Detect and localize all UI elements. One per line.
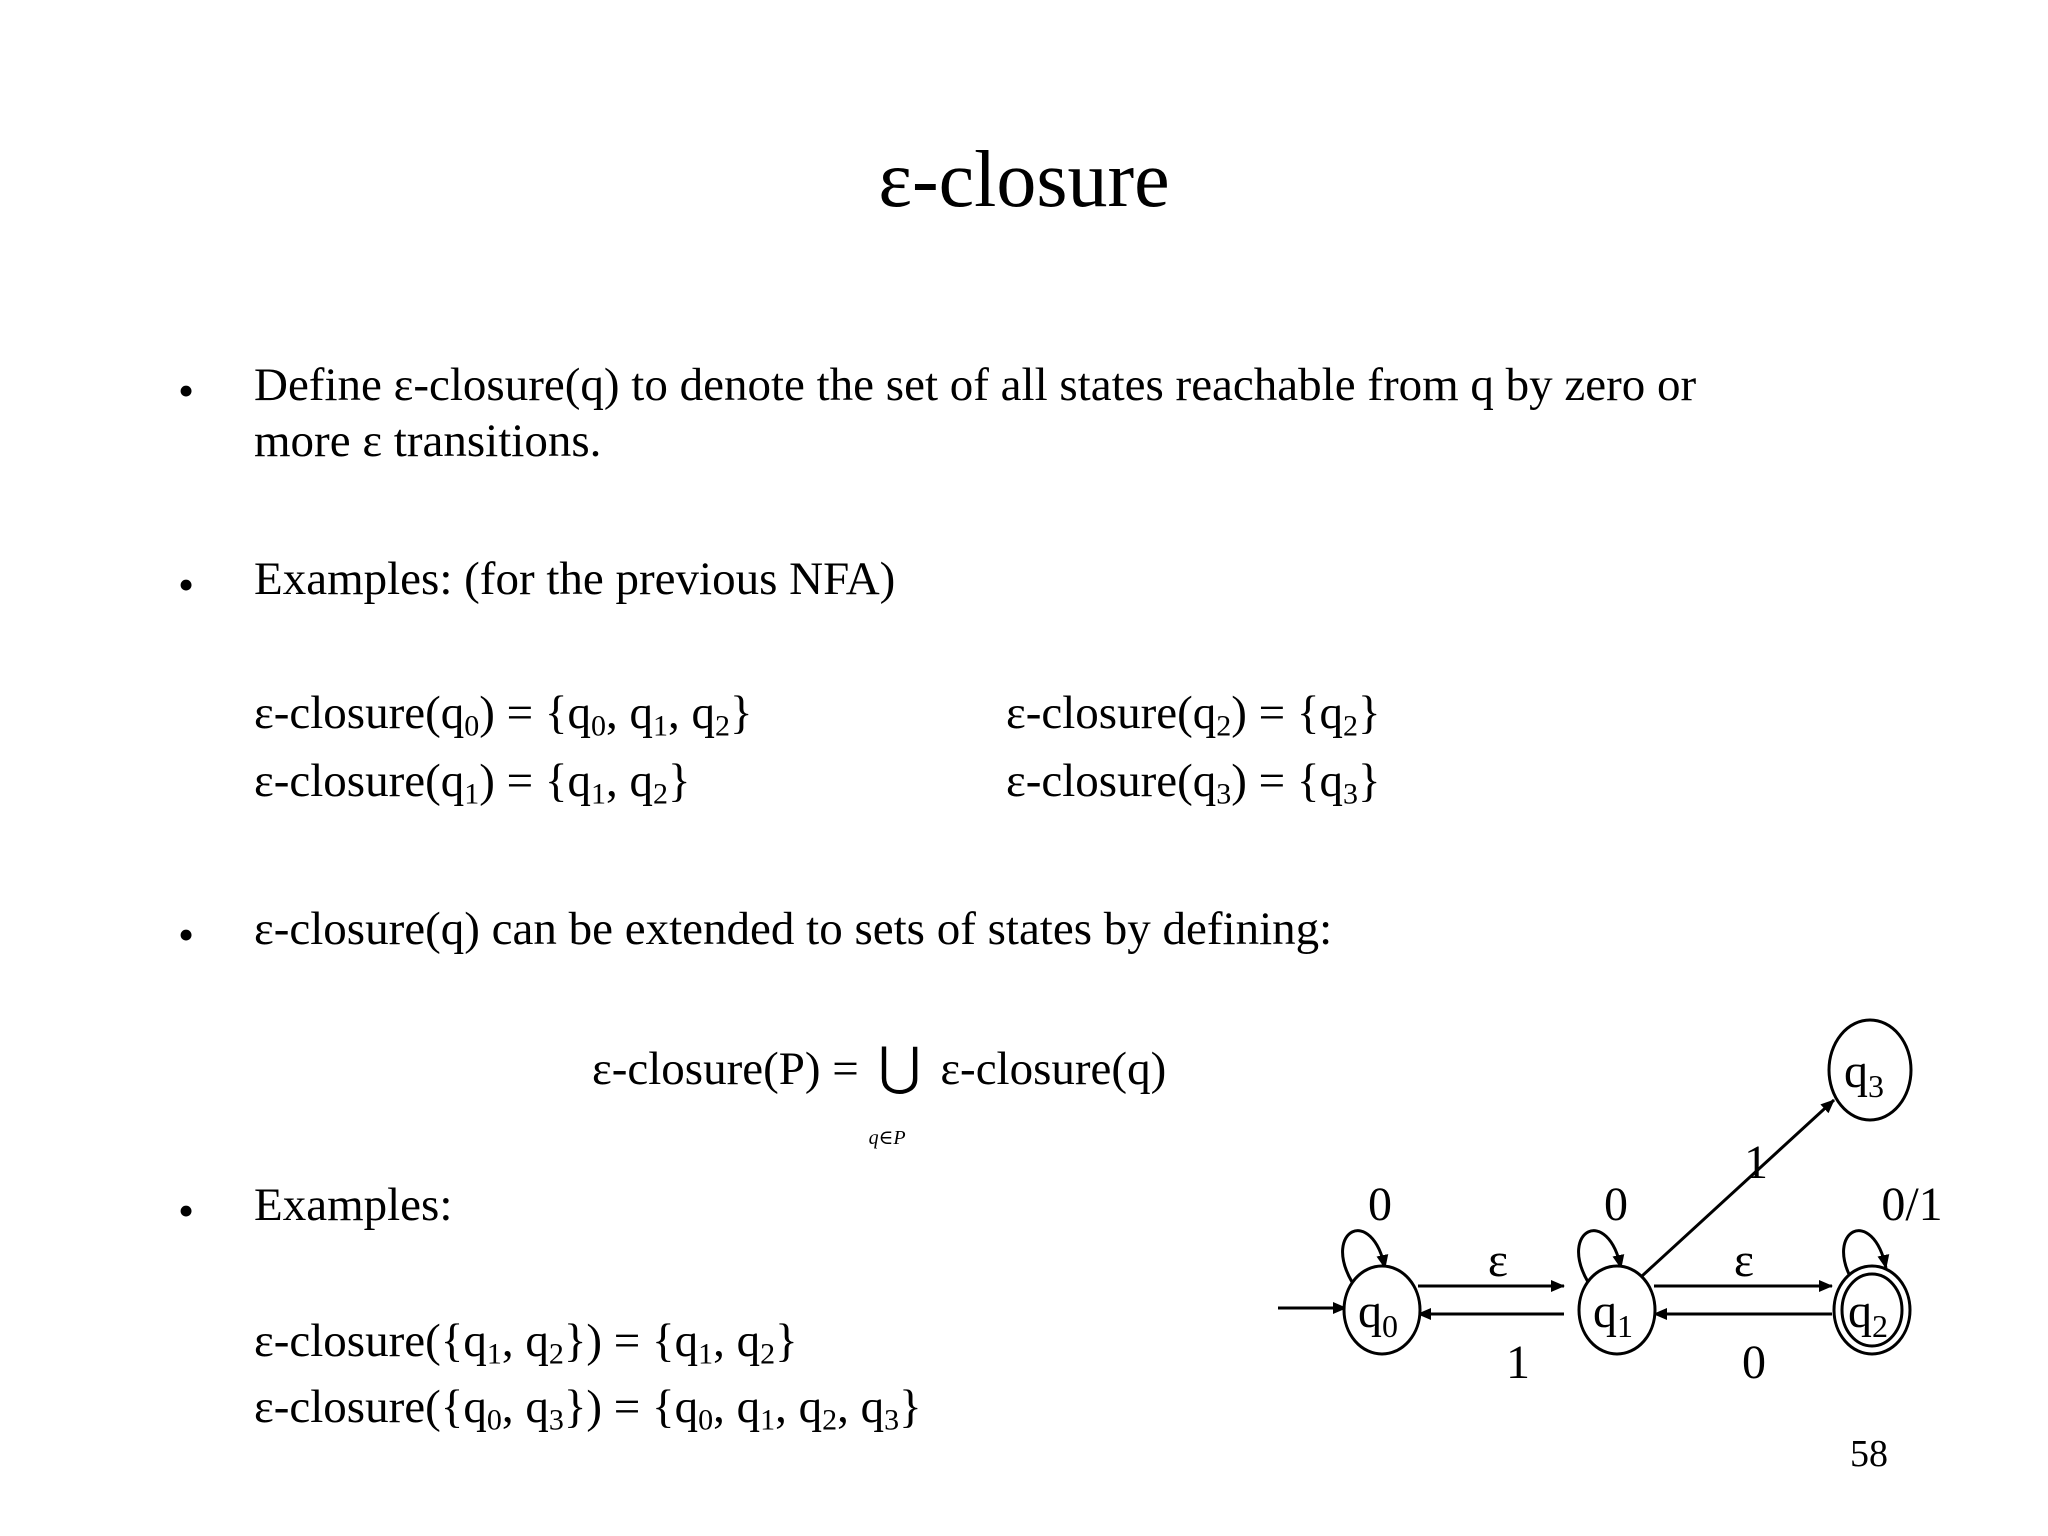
state-symbol-subscript: 1 — [590, 777, 606, 811]
separator: , — [713, 1381, 737, 1433]
closure-end: } — [1357, 755, 1381, 807]
label-q0-q1: ε — [1487, 1234, 1509, 1287]
union-symbol: ⋃ — [878, 1039, 921, 1096]
closure-end: } — [1357, 687, 1381, 739]
separator: , — [501, 1315, 526, 1367]
bullet-marker: • — [178, 1185, 195, 1236]
state-q1-label: $q_1$ — [1593, 1285, 1633, 1344]
closure-lhs-subscript: 3 — [1216, 777, 1232, 811]
closure-example-q0 — [254, 687, 753, 743]
bullet-marker: • — [178, 909, 195, 960]
bullet-marker: • — [178, 365, 195, 416]
state-symbol: q — [1319, 755, 1343, 807]
state-symbol: q — [629, 687, 653, 739]
state-symbol: q — [736, 1381, 761, 1433]
state-symbol: q — [691, 687, 715, 739]
separator: , — [667, 687, 692, 739]
state-symbol-subscript: 3 — [1342, 777, 1358, 811]
label-q1-q2: ε — [1733, 1234, 1755, 1287]
state-symbol: q — [629, 755, 653, 807]
set-closure-equals: }) = { — [563, 1315, 675, 1367]
closure-equals: ) = { — [479, 755, 568, 807]
set-closure-equals: }) = { — [563, 1381, 675, 1433]
state-q0-label: $q_0$ — [1358, 1285, 1398, 1344]
state-symbol-subscript: 2 — [548, 1337, 564, 1371]
closure-example-q1 — [254, 755, 691, 811]
definition-right: ε-closure(q) — [940, 1043, 1167, 1095]
state-symbol-subscript: 1 — [760, 1403, 776, 1437]
state-symbol: q — [1319, 687, 1343, 739]
closure-lhs-subscript: 2 — [1216, 709, 1232, 743]
state-symbol: q — [674, 1381, 699, 1433]
state-symbol: q — [736, 1315, 761, 1367]
state-q3-label: $q_3$ — [1844, 1045, 1884, 1104]
closure-lhs-subscript: 1 — [464, 777, 480, 811]
state-symbol-subscript: 0 — [590, 709, 606, 743]
state-symbol-subscript: 2 — [652, 777, 668, 811]
bullet-examples-previous-nfa: Examples: (for the previous NFA) — [254, 553, 896, 605]
union-subscript: q∈P — [868, 1127, 906, 1149]
state-symbol: q — [567, 755, 591, 807]
state-symbol: q — [860, 1381, 885, 1433]
state-symbol-subscript: 1 — [698, 1337, 714, 1371]
bullet-extension: ε-closure(q) can be extended to sets of states by defining: — [254, 903, 1333, 955]
label-q2-q1: 0 — [1742, 1336, 1766, 1389]
bullet-definition-line-2: more ε transitions. — [254, 415, 602, 467]
state-symbol: q — [798, 1381, 823, 1433]
state-symbol-subscript: 3 — [548, 1403, 564, 1437]
definition-formula — [592, 1039, 1167, 1149]
nfa-diagram — [1260, 1000, 1990, 1420]
bullet-marker: • — [178, 559, 195, 610]
slide-title: ε-closure — [878, 136, 1170, 224]
separator: , — [775, 1381, 799, 1433]
state-symbol: q — [567, 687, 591, 739]
label-self-loop-q2: 0/1 — [1881, 1178, 1943, 1231]
label-self-loop-q0: 0 — [1368, 1178, 1392, 1231]
set-closure-example-1 — [254, 1315, 798, 1371]
closure-equals: ) = { — [479, 687, 568, 739]
label-self-loop-q1: 0 — [1604, 1178, 1628, 1231]
bullet-examples: Examples: — [254, 1179, 453, 1231]
closure-equals: ) = { — [1231, 755, 1320, 807]
closure-lhs: ε-closure(q — [1006, 755, 1217, 807]
closure-example-q3 — [1006, 755, 1381, 811]
label-q1-q0: 1 — [1506, 1336, 1530, 1389]
state-symbol: q — [463, 1315, 487, 1367]
separator: , — [713, 1315, 737, 1367]
state-symbol-subscript: 0 — [486, 1403, 502, 1437]
set-closure-prefix: ε-closure({ — [254, 1315, 464, 1367]
closure-end: } — [667, 755, 691, 807]
state-symbol-subscript: 2 — [1342, 709, 1358, 743]
set-closure-example-2 — [254, 1381, 922, 1437]
set-closure-prefix: ε-closure({ — [254, 1381, 464, 1433]
bullet-definition-line-1: Define ε-closure(q) to denote the set of all states reachable from q by zero or — [254, 359, 1697, 411]
label-q1-q3: 1 — [1744, 1136, 1768, 1189]
closure-end: } — [729, 687, 753, 739]
closure-example-q2 — [1006, 687, 1381, 743]
closure-lhs: ε-closure(q — [254, 687, 465, 739]
page-number: 58 — [1850, 1433, 1888, 1475]
state-symbol-subscript: 1 — [486, 1337, 502, 1371]
state-symbol-subscript: 3 — [884, 1403, 900, 1437]
union-operator — [868, 1039, 929, 1149]
state-q2-label: $q_2$ — [1848, 1285, 1888, 1344]
state-symbol: q — [525, 1381, 549, 1433]
state-symbol: q — [525, 1315, 549, 1367]
state-symbol: q — [463, 1381, 487, 1433]
state-symbol-subscript: 1 — [652, 709, 668, 743]
closure-lhs: ε-closure(q — [254, 755, 465, 807]
state-symbol: q — [674, 1315, 699, 1367]
closure-equals: ) = { — [1231, 687, 1320, 739]
separator: , — [605, 687, 630, 739]
state-symbol-subscript: 2 — [822, 1403, 838, 1437]
set-closure-end: } — [775, 1315, 798, 1367]
state-symbol-subscript: 0 — [698, 1403, 714, 1437]
separator: , — [501, 1381, 526, 1433]
separator: , — [837, 1381, 861, 1433]
state-symbol-subscript: 2 — [714, 709, 730, 743]
definition-left: ε-closure(P) = — [592, 1043, 859, 1095]
state-symbol-subscript: 2 — [760, 1337, 776, 1371]
closure-lhs: ε-closure(q — [1006, 687, 1217, 739]
closure-lhs-subscript: 0 — [464, 709, 480, 743]
set-closure-end: } — [899, 1381, 922, 1433]
separator: , — [605, 755, 630, 807]
